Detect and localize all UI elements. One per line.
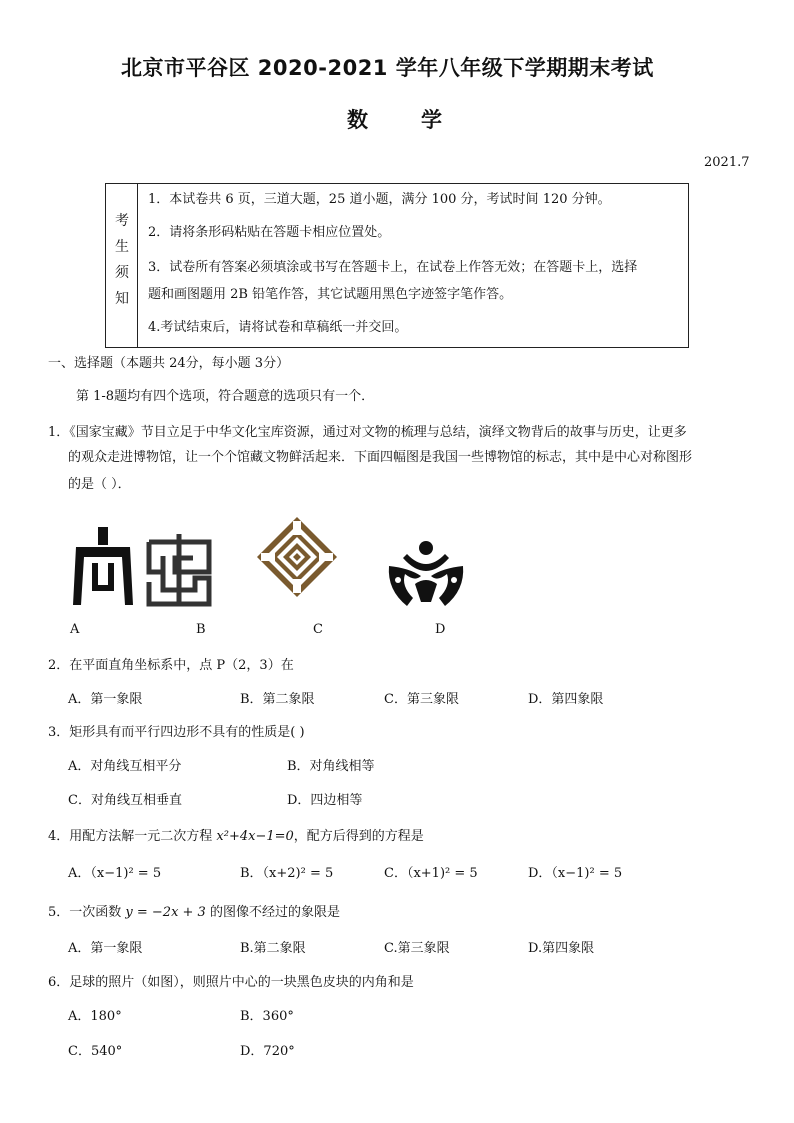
notice-item-3-line-2: 题和画图题用 2B 铅笔作答，其它试题用黑色字迹签字笔作答。 [148,287,513,302]
q2-option-b: B．第二象限 [240,692,315,707]
exam-date: 2021.7 [704,155,750,170]
q5-option-b: B.第二象限 [240,941,306,956]
q6-option-b: B．360° [240,1009,294,1024]
q1-label-a: A [70,622,80,637]
q1-label-d: D [435,622,446,637]
q6-stem: 6．足球的照片（如图），则照片中心的一块黑色皮块的内角和是 [48,975,414,990]
museum-logo-c-icon [257,517,337,597]
notice-item-1: 1．本试卷共 6 页，三道大题，25 道小题，满分 100 分，考试时间 120 分钟。 [148,192,611,207]
q4-stem [48,825,424,844]
q4-option-d: D．（x−1)² = 5 [528,866,623,881]
notice-item-3-line-1: 3．试卷所有答案必须填涂或书写在答题卡上，在试卷上作答无效；在答题卡上，选择 [148,260,638,275]
q2-option-c: C．第三象限 [384,692,459,707]
q5-equation: y = −2x + 3 [125,905,206,920]
notice-box [105,183,689,348]
q4-stem-suffix: ，配方后得到的方程是 [293,829,424,844]
q5-option-c: C.第三象限 [384,941,450,956]
subject-char-2: 学 [421,108,442,132]
q6-option-c: C．540° [68,1044,123,1059]
museum-logo-a-icon [70,527,138,607]
q5-option-a: A．第一象限 [68,941,143,956]
subject-char-1: 数 [347,108,368,132]
section-instruction: 第 1-8题均有四个选项，符合题意的选项只有一个． [76,389,375,404]
q5-stem-suffix: 的图像不经过的象限是 [205,905,340,920]
q4-option-b: B．（x+2)² = 5 [240,866,334,881]
q6-option-d: D．720° [240,1044,295,1059]
q2-option-d: D．第四象限 [528,692,604,707]
section-heading: 一、选择题（本题共 24分，每小题 3分） [48,356,290,371]
exam-title: 北京市平谷区 2020-2021 学年八年级下学期期末考试 [121,56,654,80]
q1-stem-line-1: 1．《国家宝藏》节目立足于中华文化宝库资源，通过对文物的梳理与总结，演绎文物背后的故事与历史，让更多 [48,425,687,440]
q5-option-d: D.第四象限 [528,941,595,956]
q4-option-c: C．（x+1)² = 5 [384,866,478,881]
notice-label [106,184,138,347]
q4-stem-prefix: 4．用配方法解一元二次方程 [48,829,217,844]
notice-label-char: 生 [115,239,129,255]
q1-stem-line-3: 的是（ ）． [68,477,131,492]
q5-stem [48,901,340,920]
q2-option-a: A．第一象限 [68,692,143,707]
q2-stem: 2．在平面直角坐标系中，点 P（2，3）在 [48,658,294,673]
q3-option-a: A．对角线互相平分 [68,759,182,774]
q6-option-a: A．180° [68,1009,122,1024]
q3-option-c: C．对角线互相垂直 [68,793,182,808]
notice-label-char: 考 [115,213,129,229]
notice-label-char: 须 [115,265,129,281]
q3-option-b: B．对角线相等 [287,759,375,774]
q3-stem: 3．矩形具有而平行四边形不具有的性质是( ) [48,725,305,740]
museum-logo-b-icon [145,532,213,608]
q3-option-d: D．四边相等 [287,793,363,808]
q1-label-b: B [196,622,206,637]
notice-item-2: 2．请将条形码粘贴在答题卡相应位置处。 [148,225,391,240]
q5-stem-prefix: 5．一次函数 [48,905,126,920]
notice-label-char: 知 [115,291,129,307]
museum-logo-d-icon [385,540,467,608]
q1-label-c: C [313,622,323,637]
q1-stem-line-2: 的观众走进博物馆，让一个个馆藏文物鲜活起来．下面四幅图是我国一些博物馆的标志，其中是中心对称图形 [68,450,693,465]
notice-item-4: 4.考试结束后，请将试卷和草稿纸一并交回。 [148,320,408,335]
q4-equation: x²+4x−1=0 [216,829,294,844]
q4-option-a: A．（x−1)² = 5 [68,866,162,881]
